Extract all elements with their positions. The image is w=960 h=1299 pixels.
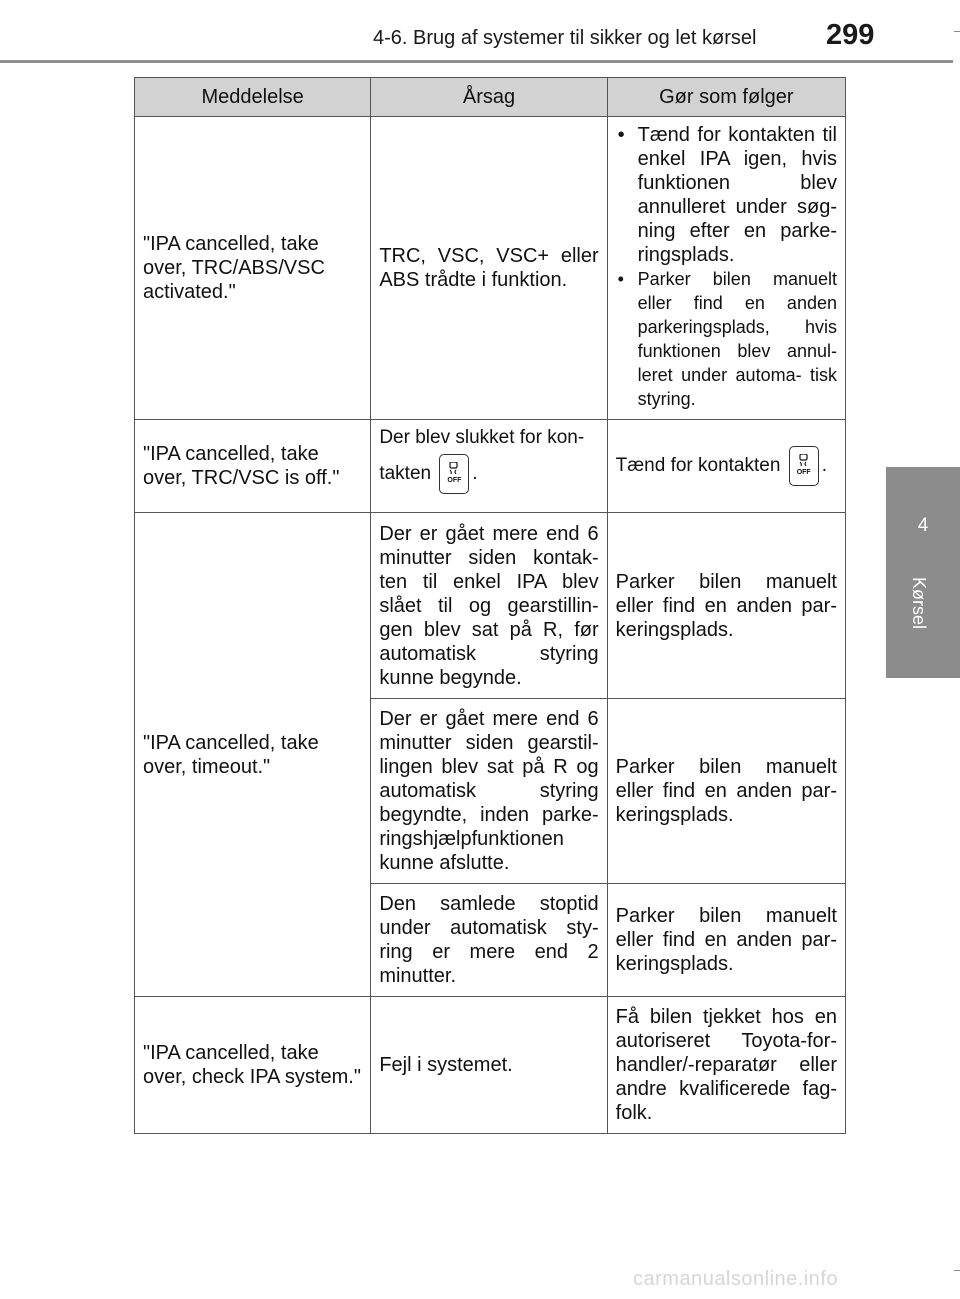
cause-cell: TRC, VSC, VSC+ eller ABS trådte i funktion. [371,117,607,420]
action-cell: Parker bilen manuelt eller find en anden par- keringsplads. [607,699,845,884]
list-item: • Tænd for kontakten til enkel IPA igen, hvis funktionen blev annulleret under søg- ning efter en parke- ringsplads. [616,123,837,267]
watermark: carmanualsonline.info [633,1268,839,1290]
cause-cell [371,420,607,513]
chapter-label: Kørsel [909,577,929,630]
column-header-action: Gør som følger [607,78,845,117]
message-table [134,77,846,1134]
message-cell: "IPA cancelled, take over, TRC/ABS/VSC activated." [135,117,371,420]
chapter-side-tab[interactable] [886,467,960,678]
action-cell: Få bilen tjekket hos en autoriseret Toyota-for- handler/-reparatør eller andre kvalificerede fag- folk. [607,997,845,1134]
action-cell: Parker bilen manuelt eller find en anden par- keringsplads. [607,884,845,997]
action-list [616,123,837,411]
message-cell: "IPA cancelled, take over, check IPA system." [135,997,371,1134]
skid-car-icon [799,454,808,466]
cause-line: Der blev slukket for kon- [379,427,585,448]
list-item: • Parker bilen manuelt eller find en anden parkeringsplads, hvis funktionen blev annul- leret under automa- tisk styring. [616,267,837,411]
table-row [135,420,846,513]
header-rule [0,60,953,63]
column-header-cause: Årsag [371,78,607,117]
action-cell [607,117,845,420]
chapter-number: 4 [917,515,929,536]
table-row [135,513,846,699]
action-text: Tænd for kontakten [615,455,781,477]
off-label: OFF [796,469,811,476]
cause-cell: Fejl i systemet. [371,997,607,1134]
table-row [135,997,846,1134]
tick-mark [954,1270,960,1271]
header-title: 4-6. Brug af systemer til sikker og let kørsel [373,27,757,49]
column-header-message: Meddelelse [135,78,371,117]
action-cell: Parker bilen manuelt eller find en anden par- keringsplads. [607,513,845,699]
cause-cell: Der er gået mere end 6 minutter siden gearstil- lingen blev sat på R og automatisk styring begyndte, inden parke- ringshjælpfunktionen kunne afslutte. [371,699,607,884]
action-cell [607,420,845,513]
cause-end: . [472,463,478,485]
message-cell: "IPA cancelled, take over, TRC/VSC is off." [135,420,371,513]
off-label: OFF [447,477,462,484]
cause-cell: Der er gået mere end 6 minutter siden kontak- ten til enkel IPA blev slået til og gearstillin- gen blev sat på R, før automatisk styring kunne begynde. [371,513,607,699]
vsc-off-switch-icon [789,446,819,486]
page-number: 299 [826,19,875,51]
table-header-row [135,78,846,117]
message-cell: "IPA cancelled, take over, timeout." [135,513,371,997]
skid-car-icon [449,462,458,474]
cause-line [379,454,598,494]
cause-text: takten [379,463,432,485]
table-row [135,117,846,420]
tick-mark [954,31,960,32]
action-end: . [821,455,827,477]
vsc-off-switch-icon [439,454,469,494]
cause-cell: Den samlede stoptid under automatisk sty- ring er mere end 2 minutter. [371,884,607,997]
